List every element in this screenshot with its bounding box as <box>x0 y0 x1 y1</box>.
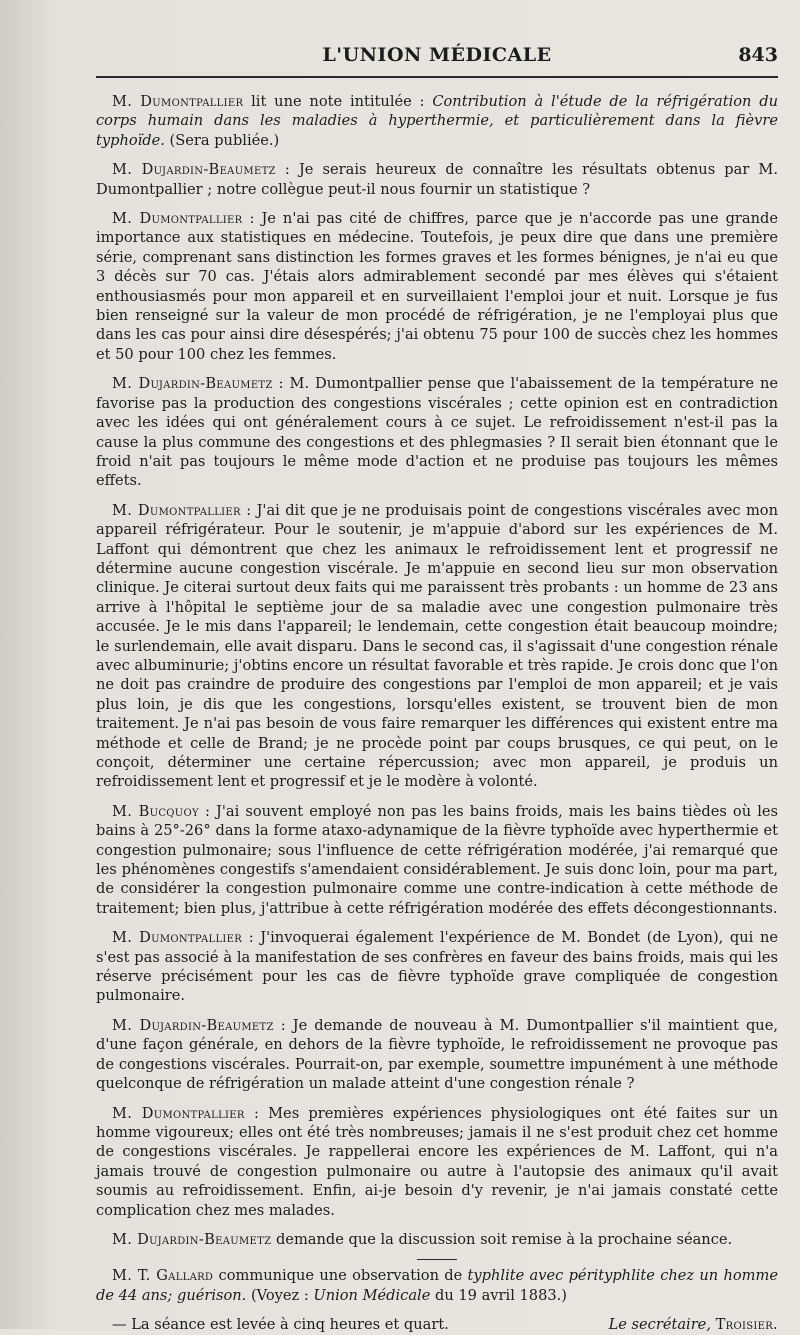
paragraph-text: Je n'ai pas cité de chiffres, parce que je n'accorde pas une grande importance aux statistiques en médecine. Toutefois, je peux dire que dans une première série, comprenant sans distinction les formes graves et les formes bénignes, je n'ai eu que 3 décès sur 70 cas. J'étais alors admirablement secondé par mes élèves qui s'étaient enthousiasmés pour mon appareil et en surveillaient l'emploi jour et nuit. Lorsque je fus bien renseigné sur la valeur de mon procédé de réfrigération, je ne l'employai plus que dans les cas pour ainsi dire désespérés; j'ai obtenu 75 pour 100 de succès chez les hommes et 50 pour 100 chez les femmes. <box>96 210 778 363</box>
separator: : <box>242 210 262 228</box>
secretary-role: Le secrétaire, <box>608 1316 711 1334</box>
paragraph-text: J'invoquerai également l'expérience de M. Bondet (de Lyon), qui ne s'est pas associé à la manifestation de ses confrères en faveur des bains froids, mais qui les réserve précisément pour les cas de fièvre typhoïde grave compliquée de congestion pulmonaire. <box>96 929 778 1005</box>
paragraph-text: J'ai dit que je ne produisais point de congestions viscérales avec mon appareil réfrigérateur. Pour le soutenir, je m'appuie d'abord sur les expériences de M. Laffont qui démontrent que chez les animaux le refroidissement lent et progressif ne détermine aucune congestion viscérale. Je m'appuie en second lieu sur mon observation clinique. Je citerai surtout deux faits qui me paraissent très probants : un homme de 23 ans arrive à l'hôpital le septième jour de sa maladie avec une congestion pulmonaire très accusée. Je le mis dans l'appareil; le lendemain, cette congestion était beaucoup moindre; le surlendemain, elle avait disparu. Dans le second cas, il s'agissait d'une congestion rénale avec albuminurie; j'obtins encore un résultat favorable et très rapide. Je crois donc que l'on ne doit pas craindre de produire des congestions par l'emploi de mon appareil; et je vais plus loin, je dis que les congestions, lorsqu'elles existent, se trouvent bien de mon traitement. Je n'ai pas besoin de vous faire remarquer les différences qui existent entre ma méthode et celle de Brand; je ne procède point par coups brusques, ce qui peut, on le conçoit, déterminer une certaine répercussion; avec mon appareil, je produis un refroidissement lent et progressif et je le modère à volonté. <box>96 501 778 791</box>
speaker-name: M. Bucquoy <box>112 802 199 820</box>
running-title: L'UNION MÉDICALE <box>322 44 552 66</box>
paragraph-6 <box>96 802 778 918</box>
page-number: 843 <box>738 44 778 66</box>
paragraph-text-after: (Sera publiée.) <box>164 131 280 149</box>
separator <box>243 93 251 110</box>
paragraph-text: demande que la discussion soit remise à la prochaine séance. <box>275 1230 733 1248</box>
speaker-name: M. T. Gallard <box>112 1267 214 1285</box>
speaker-name: M. Dumontpallier <box>112 1104 245 1122</box>
speaker-name: M. Dujardin-Beaumetz <box>112 161 276 179</box>
paragraph-text: communique une observation de <box>213 1267 468 1285</box>
paragraph-4 <box>96 374 778 490</box>
separator: : <box>198 802 217 820</box>
paragraph-1 <box>96 92 778 150</box>
paragraph-text: M. Dumontpallier pense que l'abaissement de la température ne favorise pas la production des congestions viscérales ; cette opinion est en contradiction avec les idées qui ont généralement cours à ce sujet. Le refroidissement n'est-il pas la cause la plus commune des congestions et des phlegmasies ? Il serait bien étonnant que le froid n'ait pas toujours le même mode d'action et ne produise pas toujours les mêmes effets. <box>96 375 778 490</box>
reference-date: du 19 avril 1883.) <box>430 1286 567 1304</box>
paragraph-7 <box>96 928 778 1006</box>
page-header <box>96 40 778 78</box>
separator: : <box>244 1104 269 1122</box>
speaker-name: M. Dumontpallier <box>112 93 244 110</box>
paragraph-text: J'ai souvent employé non pas les bains froids, mais les bains tièdes où les bains à 25°-26° dans la forme ataxo-adynamique de la fièvre typhoïde avec hyperthermie et congestion pulmonaire; sous l'influence de cette réfrigération modérée, j'ai remarqué que les phénomènes congestifs s'amendaient considérablement. Je suis donc loin, pour ma part, de considérer la congestion pulmonaire comme une contre-indication à cette méthode de traitement; bien plus, j'attribue à cette réfrigération modérée des effets décongestionnants. <box>96 802 778 917</box>
speaker-name: M. Dujardin-Beaumetz <box>112 1016 274 1034</box>
session-closed-text: — La séance est levée à cinq heures et quart. <box>112 1316 449 1334</box>
speaker-name: M. Dujardin-Beaumetz <box>112 1230 272 1248</box>
separator: : <box>272 375 290 393</box>
paragraph-text: Mes premières expériences physiologiques ont été faites sur un homme vigoureux; elles ont été très nombreuses; jamais il ne s'est produit chez cet homme de congestions viscérales. Je rappellerai encore les expériences de M. Laffont, qui n'a jamais trouvé de congestion pulmonaire ou autre à l'autopsie des animaux qu'il avait soumis au refroidissement. Enfin, ai-je besoin d'y revenir, je n'ai jamais constaté cette complication chez mes malades. <box>96 1104 778 1219</box>
separator: : <box>275 161 299 179</box>
secretary-name: Troisier. <box>715 1316 778 1334</box>
speaker-name: M. Dumontpallier <box>112 501 241 519</box>
closing-line <box>96 1315 778 1334</box>
paragraph-9 <box>96 1104 778 1220</box>
paragraph-8 <box>96 1016 778 1094</box>
paragraph-2 <box>96 160 778 199</box>
paragraph-3 <box>96 209 778 364</box>
section-separator <box>417 1259 457 1260</box>
reference-prefix: (Voyez : <box>246 1286 314 1304</box>
observation-title: typhlite avec pérityphlite chez un homme de 44 ans; guérison. <box>96 1267 778 1304</box>
paragraph-text: lit une note intitulée : <box>251 93 433 110</box>
speaker-name: M. Dujardin-Beaumetz <box>112 375 273 393</box>
separator: : <box>273 1016 293 1034</box>
reference-journal: Union Médicale <box>313 1286 431 1304</box>
signature <box>609 1315 778 1334</box>
separator: : <box>240 501 257 519</box>
speaker-name: M. Dumontpallier <box>112 929 243 947</box>
note-title: Contribution à l'étude de la réfrigération du corps humain dans les maladies à hyperthermie, et particulièrement dans la fièvre typhoïde. <box>96 93 779 149</box>
speaker-name: M. Dumontpallier <box>112 210 243 228</box>
paragraph-10 <box>96 1230 778 1249</box>
paragraph-gallard <box>96 1266 778 1305</box>
paragraph-5 <box>96 501 778 792</box>
paragraph-text: Je demande de nouveau à M. Dumontpallier s'il maintient que, d'une façon générale, en dehors de la fièvre typhoïde, le refroidissement ne provoque pas de congestions viscérales. Pourrait-on, par exemple, soumettre impunément à une méthode quelconque de réfrigération un malade atteint d'une congestion rénale ? <box>96 1016 778 1093</box>
separator: : <box>242 929 261 947</box>
paragraph-text: Je serais heureux de connaître les résultats obtenus par M. Dumontpallier ; notre collègue peut-il nous fournir un statistique ? <box>96 161 778 198</box>
